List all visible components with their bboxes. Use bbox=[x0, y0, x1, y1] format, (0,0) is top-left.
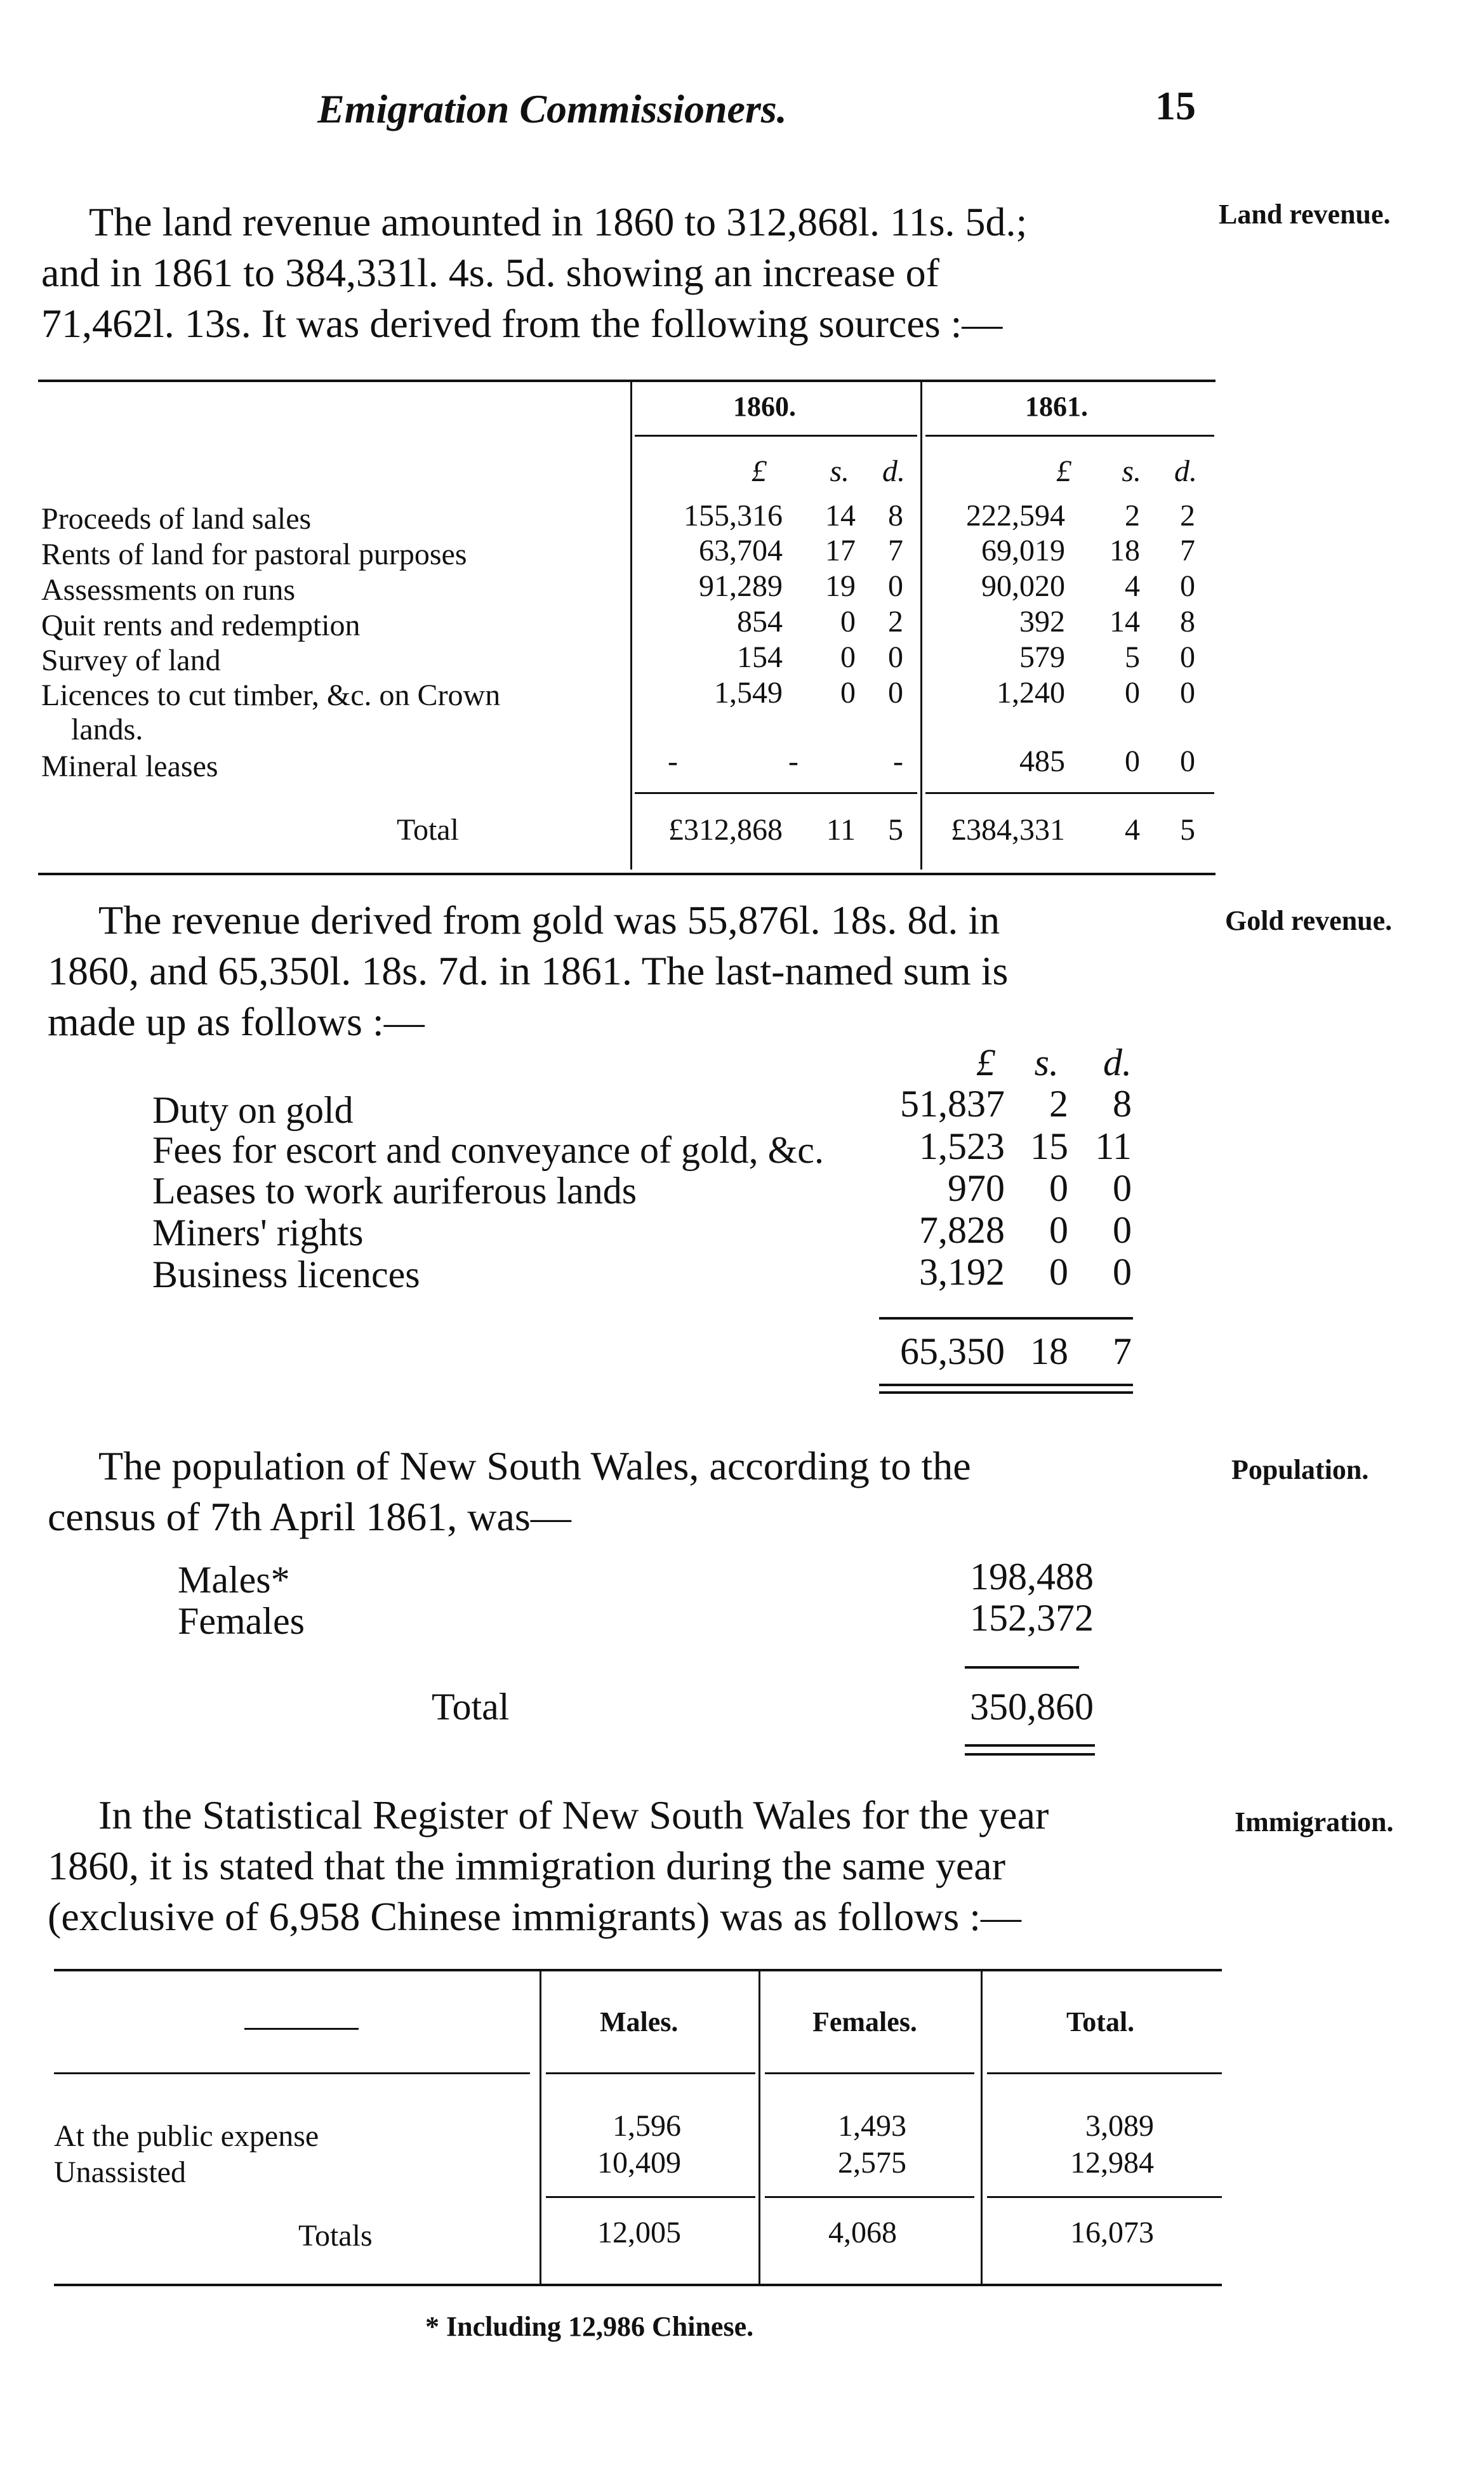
double-rule bbox=[965, 1744, 1095, 1747]
pounds-1861: 579 bbox=[1019, 640, 1065, 674]
shillings-1860: 0 bbox=[840, 640, 856, 674]
column-divider bbox=[540, 1969, 541, 2286]
row-label: Males* bbox=[178, 1559, 290, 1601]
side-note-gold-revenue: Gold revenue. bbox=[1225, 905, 1393, 936]
total-shillings: 18 bbox=[1030, 1330, 1068, 1372]
row-label: Survey of land bbox=[41, 644, 221, 677]
shillings: 0 bbox=[1049, 1209, 1068, 1251]
total-pence-1860: 5 bbox=[888, 813, 903, 847]
pounds-1861: 1,240 bbox=[997, 676, 1065, 710]
page-number: 15 bbox=[1155, 83, 1196, 128]
row-label: Proceeds of land sales bbox=[41, 502, 312, 536]
table-bottom-rule bbox=[54, 2284, 1222, 2286]
header-rule bbox=[546, 2072, 755, 2074]
shillings-1860: 0 bbox=[840, 676, 856, 710]
shillings-1860: - bbox=[788, 745, 798, 778]
paragraph-line: 71,462l. 13s. It was derived from the following sources :— bbox=[41, 301, 1003, 346]
year-1861-heading: 1861. bbox=[1025, 391, 1088, 422]
land-revenue-paragraph bbox=[41, 197, 1235, 349]
total-rule bbox=[546, 2196, 755, 2198]
row-label: Fees for escort and conveyance of gold, &c. bbox=[152, 1129, 824, 1171]
total-shillings-1860: 11 bbox=[826, 813, 856, 847]
row-label: Mineral leases bbox=[41, 750, 218, 783]
population-total: 350,860 bbox=[970, 1686, 1094, 1728]
total-rule bbox=[765, 2196, 974, 2198]
row-label: Duty on gold bbox=[152, 1089, 354, 1131]
pence: 11 bbox=[1095, 1125, 1132, 1167]
paragraph-line: In the Statistical Register of New South Wales for the year bbox=[98, 1792, 1049, 1837]
total-pounds-1860: £312,868 bbox=[668, 813, 783, 847]
pence-1861: 0 bbox=[1180, 745, 1195, 778]
unit-pence: d. bbox=[882, 454, 905, 488]
header-dash bbox=[244, 2028, 359, 2030]
paragraph-line: census of 7th April 1861, was— bbox=[48, 1494, 571, 1539]
table-top-rule bbox=[54, 1969, 1222, 1971]
pounds: 3,192 bbox=[919, 1251, 1005, 1293]
population-value: 152,372 bbox=[970, 1597, 1094, 1639]
females-total: 4,068 bbox=[828, 2216, 897, 2249]
pence-1860: 2 bbox=[888, 605, 903, 639]
total-label: Total bbox=[397, 813, 459, 847]
header-rule bbox=[987, 2072, 1222, 2074]
pounds-1860: 854 bbox=[737, 605, 783, 639]
pounds-1860: 154 bbox=[737, 640, 783, 674]
paragraph-line: The population of New South Wales, according to the bbox=[98, 1443, 971, 1488]
pence-1861: 8 bbox=[1180, 605, 1195, 639]
header-rule bbox=[765, 2072, 974, 2074]
side-note-population: Population. bbox=[1231, 1454, 1369, 1485]
paragraph-line: The revenue derived from gold was 55,876l. 18s. 8d. in bbox=[98, 897, 1000, 943]
total-pounds-1861: £384,331 bbox=[951, 813, 1065, 847]
row-label: Assessments on runs bbox=[41, 573, 296, 607]
pounds: 51,837 bbox=[900, 1083, 1005, 1125]
row-label: Unassisted bbox=[54, 2155, 186, 2189]
pence: 0 bbox=[1113, 1251, 1132, 1293]
shillings-1861: 2 bbox=[1125, 499, 1140, 533]
pence: 8 bbox=[1113, 1083, 1132, 1125]
total-label: Total bbox=[432, 1686, 510, 1728]
pounds-1860: 155,316 bbox=[684, 499, 783, 533]
column-divider bbox=[759, 1969, 760, 2286]
gold-revenue-paragraph bbox=[48, 895, 1241, 1047]
males-value: 10,409 bbox=[597, 2146, 681, 2180]
shillings-1860: 0 bbox=[840, 605, 856, 639]
total-rule bbox=[635, 792, 917, 794]
running-head: Emigration Commissioners. bbox=[317, 86, 787, 131]
header-total: Total. bbox=[1066, 2006, 1135, 2037]
shillings: 2 bbox=[1049, 1083, 1068, 1125]
paragraph-line: (exclusive of 6,958 Chinese immigrants) was as follows :— bbox=[48, 1894, 1021, 1939]
pence-1860: 8 bbox=[888, 499, 903, 533]
pence: 0 bbox=[1113, 1167, 1132, 1209]
footnote: * Including 12,986 Chinese. bbox=[425, 2311, 754, 2342]
year-rule bbox=[635, 435, 917, 437]
shillings-1861: 5 bbox=[1125, 640, 1140, 674]
shillings-1860: 19 bbox=[825, 569, 856, 603]
shillings: 0 bbox=[1049, 1167, 1068, 1209]
header-males: Males. bbox=[600, 2006, 679, 2037]
row-label: Quit rents and redemption bbox=[41, 609, 361, 642]
pounds-1861: 392 bbox=[1019, 605, 1065, 639]
side-note-land-revenue: Land revenue. bbox=[1219, 199, 1391, 230]
sum-rule bbox=[879, 1317, 1133, 1320]
paragraph-line: The land revenue amounted in 1860 to 312,868l. 11s. 5d.; bbox=[89, 199, 1028, 244]
column-divider bbox=[981, 1969, 983, 2286]
total-rule bbox=[925, 792, 1214, 794]
shillings-1860: 14 bbox=[825, 499, 856, 533]
pounds: 970 bbox=[948, 1167, 1005, 1209]
row-label: Business licences bbox=[152, 1254, 420, 1295]
unit-shillings: s. bbox=[1034, 1042, 1059, 1083]
pounds-1861: 90,020 bbox=[981, 569, 1065, 603]
pounds-1861: 222,594 bbox=[966, 499, 1065, 533]
paragraph-line: made up as follows :— bbox=[48, 999, 425, 1044]
paragraph-line: 1860, it is stated that the immigration during the same year bbox=[48, 1843, 1005, 1888]
row-label-continued: lands. bbox=[71, 713, 143, 746]
unit-pence: d. bbox=[1103, 1042, 1132, 1083]
pence-1861: 2 bbox=[1180, 499, 1195, 533]
pounds-1861: 485 bbox=[1019, 745, 1065, 778]
row-label: Licences to cut timber, &c. on Crown bbox=[41, 679, 501, 712]
unit-pounds: £ bbox=[1056, 454, 1071, 488]
table-top-rule bbox=[38, 380, 1216, 382]
header-rule bbox=[54, 2072, 530, 2074]
pence-1861: 0 bbox=[1180, 569, 1195, 603]
shillings-1861: 0 bbox=[1125, 676, 1140, 710]
total-value: 3,089 bbox=[1085, 2109, 1154, 2143]
males-total: 12,005 bbox=[597, 2216, 681, 2249]
pence-1860: 7 bbox=[888, 534, 903, 567]
females-value: 1,493 bbox=[838, 2109, 906, 2143]
total-label: Totals bbox=[298, 2219, 373, 2253]
pence-1860: - bbox=[893, 745, 903, 778]
females-value: 2,575 bbox=[838, 2146, 906, 2180]
total-pence-1861: 5 bbox=[1180, 813, 1195, 847]
column-divider bbox=[630, 380, 632, 870]
paragraph-line: 1860, and 65,350l. 18s. 7d. in 1861. The last-named sum is bbox=[48, 948, 1009, 993]
column-divider bbox=[920, 380, 922, 870]
shillings-1861: 14 bbox=[1110, 605, 1140, 639]
males-value: 1,596 bbox=[613, 2109, 681, 2143]
pence-1861: 0 bbox=[1180, 640, 1195, 674]
double-rule bbox=[879, 1391, 1133, 1394]
paragraph-line: and in 1861 to 384,331l. 4s. 5d. showing an increase of bbox=[41, 250, 939, 295]
shillings-1860: 17 bbox=[825, 534, 856, 567]
shillings: 15 bbox=[1030, 1125, 1068, 1167]
row-label: Miners' rights bbox=[152, 1212, 364, 1254]
unit-pounds: £ bbox=[752, 454, 767, 488]
double-rule bbox=[879, 1384, 1133, 1386]
unit-shillings: s. bbox=[830, 454, 849, 488]
immigration-paragraph bbox=[48, 1790, 1241, 1942]
pounds: 7,828 bbox=[919, 1209, 1005, 1251]
pence-1861: 7 bbox=[1180, 534, 1195, 567]
pence: 0 bbox=[1113, 1209, 1132, 1251]
year-1860-heading: 1860. bbox=[733, 391, 796, 422]
pence-1860: 0 bbox=[888, 569, 903, 603]
pence-1860: 0 bbox=[888, 640, 903, 674]
pounds-1860: 1,549 bbox=[714, 676, 783, 710]
total-pounds: 65,350 bbox=[900, 1330, 1005, 1372]
shillings-1861: 4 bbox=[1125, 569, 1140, 603]
grand-total: 16,073 bbox=[1070, 2216, 1154, 2249]
total-value: 12,984 bbox=[1070, 2146, 1154, 2180]
row-label: Rents of land for pastoral purposes bbox=[41, 538, 467, 571]
pence-1861: 0 bbox=[1180, 676, 1195, 710]
pounds: 1,523 bbox=[919, 1125, 1005, 1167]
row-label: At the public expense bbox=[54, 2119, 319, 2153]
sum-rule bbox=[965, 1666, 1079, 1669]
pounds-1861: 69,019 bbox=[981, 534, 1065, 567]
shillings-1861: 0 bbox=[1125, 745, 1140, 778]
shillings: 0 bbox=[1049, 1251, 1068, 1293]
total-shillings-1861: 4 bbox=[1125, 813, 1140, 847]
unit-pounds: £ bbox=[976, 1042, 995, 1083]
year-rule bbox=[925, 435, 1214, 437]
double-rule bbox=[965, 1753, 1095, 1756]
total-pence: 7 bbox=[1113, 1330, 1132, 1372]
pounds-1860: - bbox=[668, 745, 678, 778]
total-rule bbox=[987, 2196, 1222, 2198]
pounds-1860: 91,289 bbox=[699, 569, 783, 603]
table-bottom-rule bbox=[38, 873, 1216, 875]
side-note-immigration: Immigration. bbox=[1235, 1806, 1394, 1837]
population-paragraph bbox=[48, 1441, 1241, 1542]
unit-shillings: s. bbox=[1122, 454, 1141, 488]
pounds-1860: 63,704 bbox=[699, 534, 783, 567]
unit-pence: d. bbox=[1174, 454, 1197, 488]
row-label: Leases to work auriferous lands bbox=[152, 1170, 637, 1212]
shillings-1861: 18 bbox=[1110, 534, 1140, 567]
row-label: Females bbox=[178, 1600, 305, 1642]
header-females: Females. bbox=[812, 2006, 917, 2037]
pence-1860: 0 bbox=[888, 676, 903, 710]
population-value: 198,488 bbox=[970, 1556, 1094, 1598]
